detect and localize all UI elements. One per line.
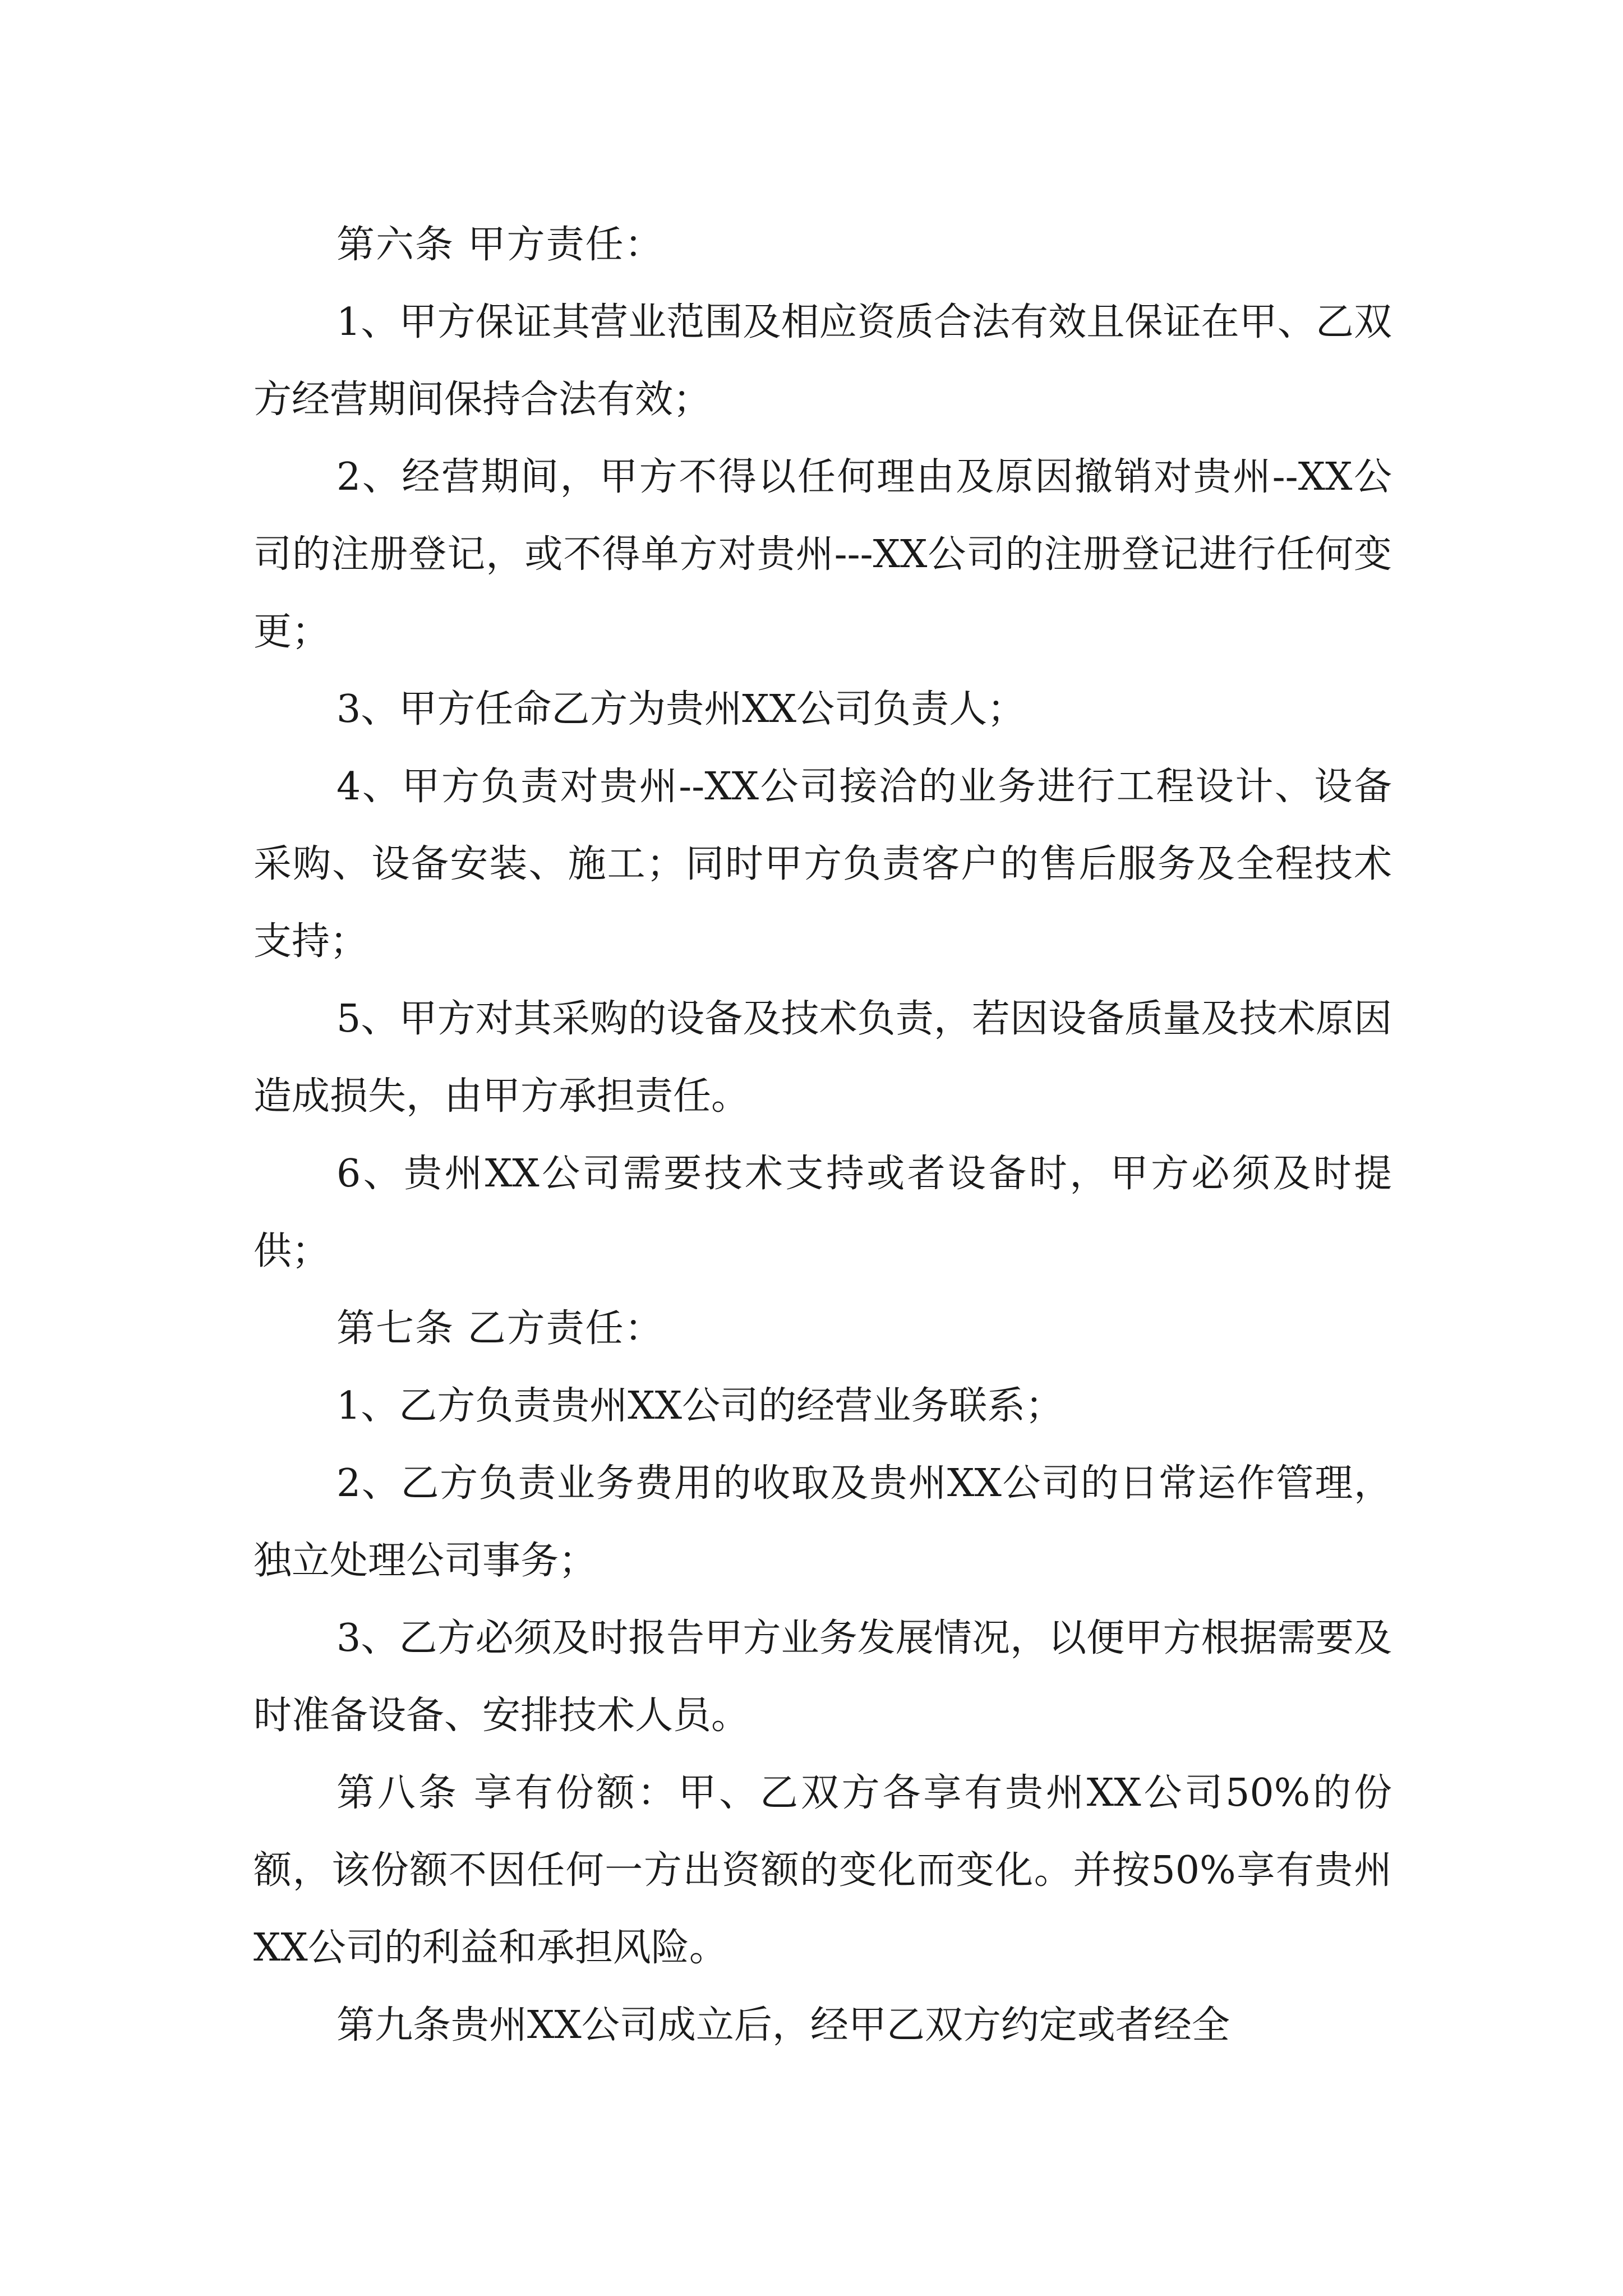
article-6-clause-3: 3、甲方任命乙方为贵州XX公司负责人； <box>336 687 1026 731</box>
article-6-heading: 第六条 甲方责任： <box>336 223 664 267</box>
article-6-clause-2: 2、经营期间，甲方不得以任何理由及原因撤销对贵州--XX公司的注册登记，或不得单方对贵州---XX公司的注册登记进行任何变更； <box>253 455 1392 654</box>
article-7-clause-2: 2、乙方负责业务费用的收取及贵州XX公司的日常运作管理，独立处理公司事务； <box>253 1461 1392 1583</box>
article-8-paragraph: 第八条 享有份额：甲、乙双方各享有贵州XX公司50%的份额，该份额不因任何一方出资额的变化而变化。并按50%享有贵州XX公司的利益和承担风险。 <box>253 1771 1392 1970</box>
article-6-clause-4: 4、甲方负责对贵州--XX公司接洽的业务进行工程设计、设备采购、设备安装、施工；同时甲方负责客户的售后服务及全程技术支持； <box>253 765 1392 964</box>
document-body <box>253 206 1392 2064</box>
article-6-clause-6: 6、贵州XX公司需要技术支持或者设备时，甲方必须及时提供； <box>253 1152 1392 1273</box>
article-9-paragraph: 第九条贵州XX公司成立后，经甲乙双方约定或者经全 <box>336 2003 1230 2047</box>
article-7-heading: 第七条 乙方责任： <box>336 1306 664 1351</box>
article-7-clause-1: 1、乙方负责贵州XX公司的经营业务联系； <box>336 1384 1064 1428</box>
article-6-clause-1: 1、甲方保证其营业范围及相应资质合法有效且保证在甲、乙双方经营期间保持合法有效； <box>253 300 1392 422</box>
article-7-clause-3: 3、乙方必须及时报告甲方业务发展情况，以便甲方根据需要及时准备设备、安排技术人员。 <box>253 1616 1392 1738</box>
article-6-clause-5: 5、甲方对其采购的设备及技术负责，若因设备质量及技术原因造成损失，由甲方承担责任。 <box>253 997 1392 1119</box>
